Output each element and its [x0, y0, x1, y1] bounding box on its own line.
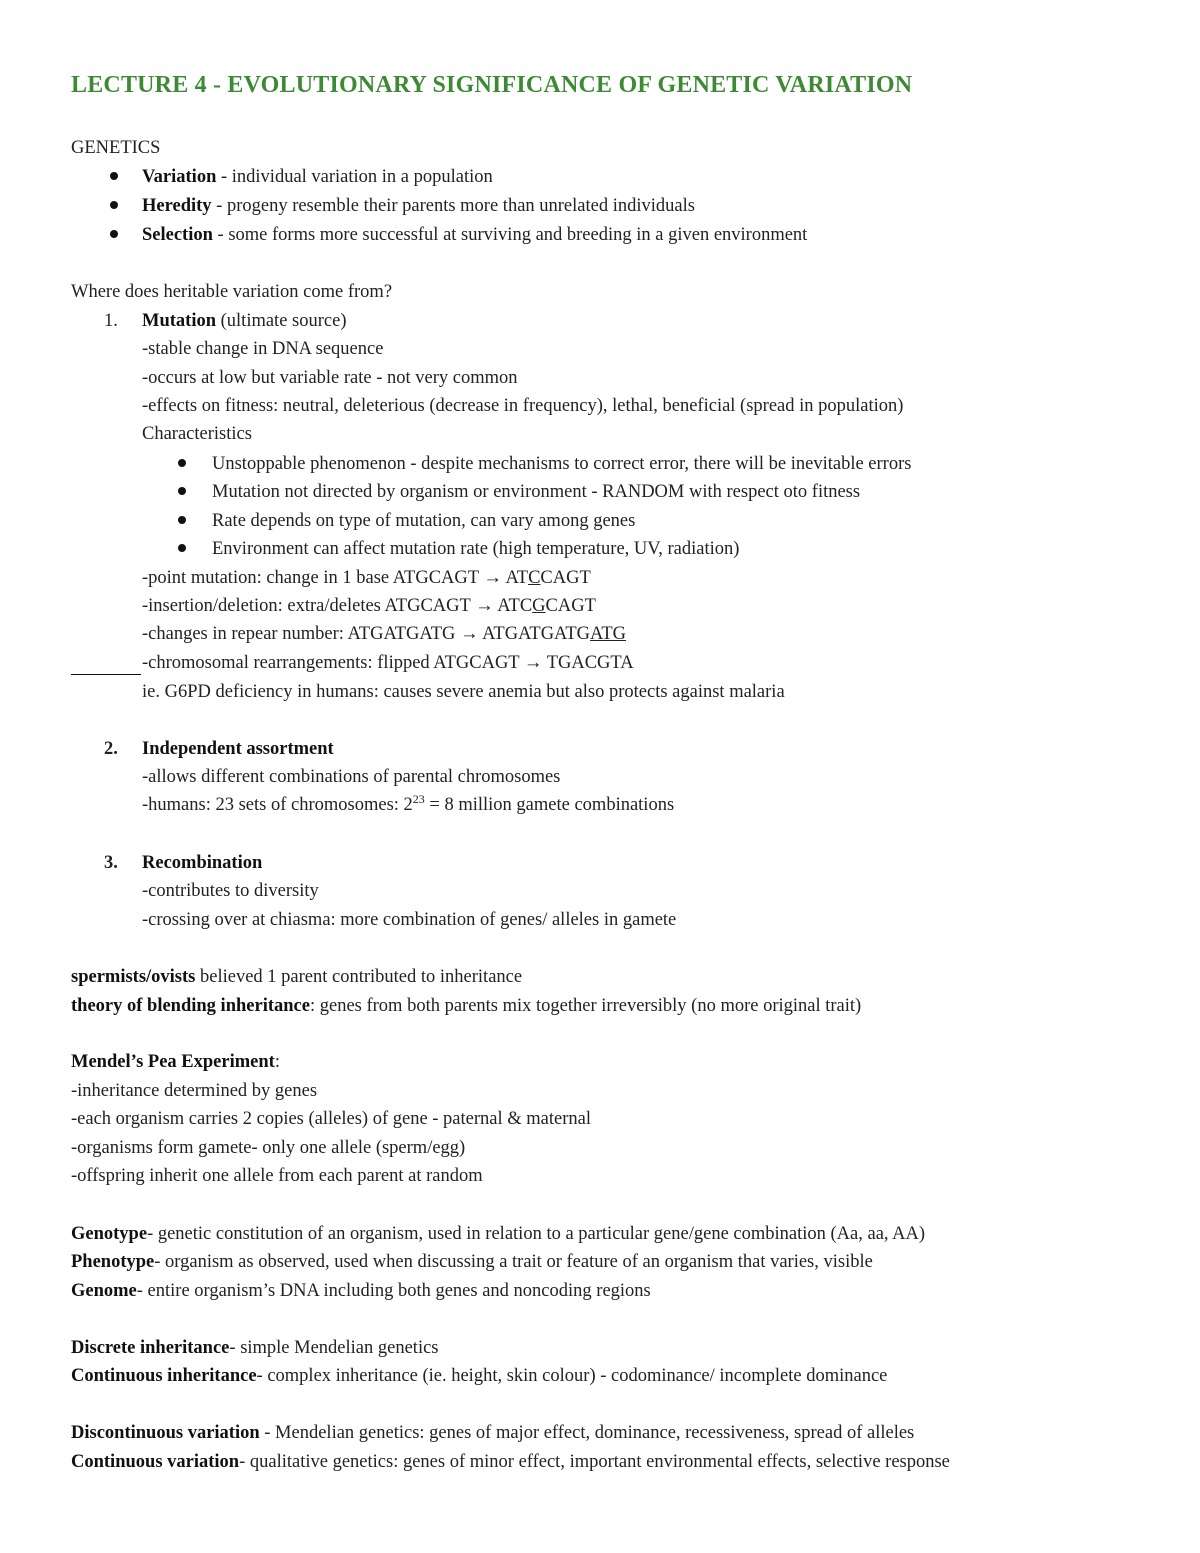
mendel-line: -inheritance determined by genes	[71, 1081, 318, 1101]
insertion-deletion-line: -insertion/deletion: extra/deletes ATGCAGT → ATCGCAGT	[142, 596, 596, 616]
genetics-item-heredity: Heredity - progeny resemble their parents more than unrelated individuals	[142, 196, 695, 216]
point-mutation-line: -point mutation: change in 1 base ATGCAGT → ATCCAGT	[142, 568, 591, 588]
chromosomal-line: -chromosomal rearrangements: flipped ATGCAGT → TGACGTA	[142, 653, 634, 673]
continuous-variation: Continuous variation- qualitative genetics: genes of minor effect, important environmental effects, selective response	[71, 1452, 950, 1472]
heritable-question: Where does heritable variation come from?	[71, 282, 393, 302]
assortment-line: -humans: 23 sets of chromosomes: $2^{23} = 8$ million gamete combinations	[142, 791, 675, 815]
genetics-heading: GENETICS	[71, 138, 161, 158]
discrete-inheritance: Discrete inheritance- simple Mendelian genetics	[71, 1338, 439, 1358]
characteristic-item: Rate depends on type of mutation, can vary among genes	[212, 511, 636, 531]
mendel-line: -each organism carries 2 copies (alleles) of gene - paternal & maternal	[71, 1109, 591, 1129]
example-line: ie. G6PD deficiency in humans: causes severe anemia but also protects against malaria	[142, 682, 785, 702]
bullet-icon	[110, 230, 118, 238]
bullet-icon	[110, 172, 118, 180]
horizontal-rule	[71, 674, 141, 675]
mutation-heading: Mutation (ultimate source)	[142, 311, 347, 331]
mutation-line: -stable change in DNA sequence	[142, 339, 384, 359]
list-number: 3.	[104, 853, 118, 873]
genetics-item-selection: Selection - some forms more successful at surviving and breeding in a given environment	[142, 225, 808, 245]
continuous-inheritance: Continuous inheritance- complex inheritance (ie. height, skin colour) - codominance/ incomplete dominance	[71, 1366, 888, 1386]
definition-phenotype: Phenotype- organism as observed, used when discussing a trait or feature of an organism that varies, visible	[71, 1252, 873, 1272]
discontinuous-variation: Discontinuous variation - Mendelian genetics: genes of major effect, dominance, recessiveness, spread of alleles	[71, 1423, 915, 1443]
mutation-line: -effects on fitness: neutral, deleterious (decrease in frequency), lethal, beneficial (spread in population)	[142, 396, 904, 416]
recombination-line: -crossing over at chiasma: more combination of genes/ alleles in gamete	[142, 910, 677, 930]
definition-genotype: Genotype- genetic constitution of an organism, used in relation to a particular gene/gene combination (Aa, aa, AA)	[71, 1224, 926, 1244]
genetics-item-variation: Variation - individual variation in a population	[142, 167, 493, 187]
characteristic-item: Mutation not directed by organism or environment - RANDOM with respect oto fitness	[212, 482, 861, 502]
list-number: 2.	[104, 739, 118, 759]
characteristics-heading: Characteristics	[142, 424, 252, 444]
mendel-line: -organisms form gamete- only one allele (sperm/egg)	[71, 1138, 466, 1158]
repeat-number-line: -changes in repear number: ATGATGATG → ATGATGATGATG	[142, 624, 627, 644]
characteristic-item: Unstoppable phenomenon - despite mechanisms to correct error, there will be inevitable errors	[212, 454, 912, 474]
recombination-heading: Recombination	[142, 853, 263, 873]
theory-line: theory of blending inheritance: genes from both parents mix together irreversibly (no more original trait)	[71, 996, 862, 1016]
bullet-icon	[178, 544, 186, 552]
theory-line: spermists/ovists believed 1 parent contributed to inheritance	[71, 967, 523, 987]
lecture-title: LECTURE 4 - EVOLUTIONARY SIGNIFICANCE OF GENETIC VARIATION	[71, 72, 913, 98]
definition-genome: Genome- entire organism’s DNA including both genes and noncoding regions	[71, 1281, 651, 1301]
bullet-icon	[178, 487, 186, 495]
bullet-icon	[110, 201, 118, 209]
bullet-icon	[178, 459, 186, 467]
assortment-heading: Independent assortment	[142, 739, 334, 759]
mendel-line: -offspring inherit one allele from each parent at random	[71, 1166, 483, 1186]
mendel-heading: Mendel’s Pea Experiment:	[71, 1052, 280, 1072]
list-number: 1.	[104, 311, 118, 331]
characteristic-item: Environment can affect mutation rate (high temperature, UV, radiation)	[212, 539, 740, 559]
recombination-line: -contributes to diversity	[142, 881, 319, 901]
mutation-line: -occurs at low but variable rate - not very common	[142, 368, 518, 388]
bullet-icon	[178, 516, 186, 524]
assortment-line: -allows different combinations of parental chromosomes	[142, 767, 561, 787]
